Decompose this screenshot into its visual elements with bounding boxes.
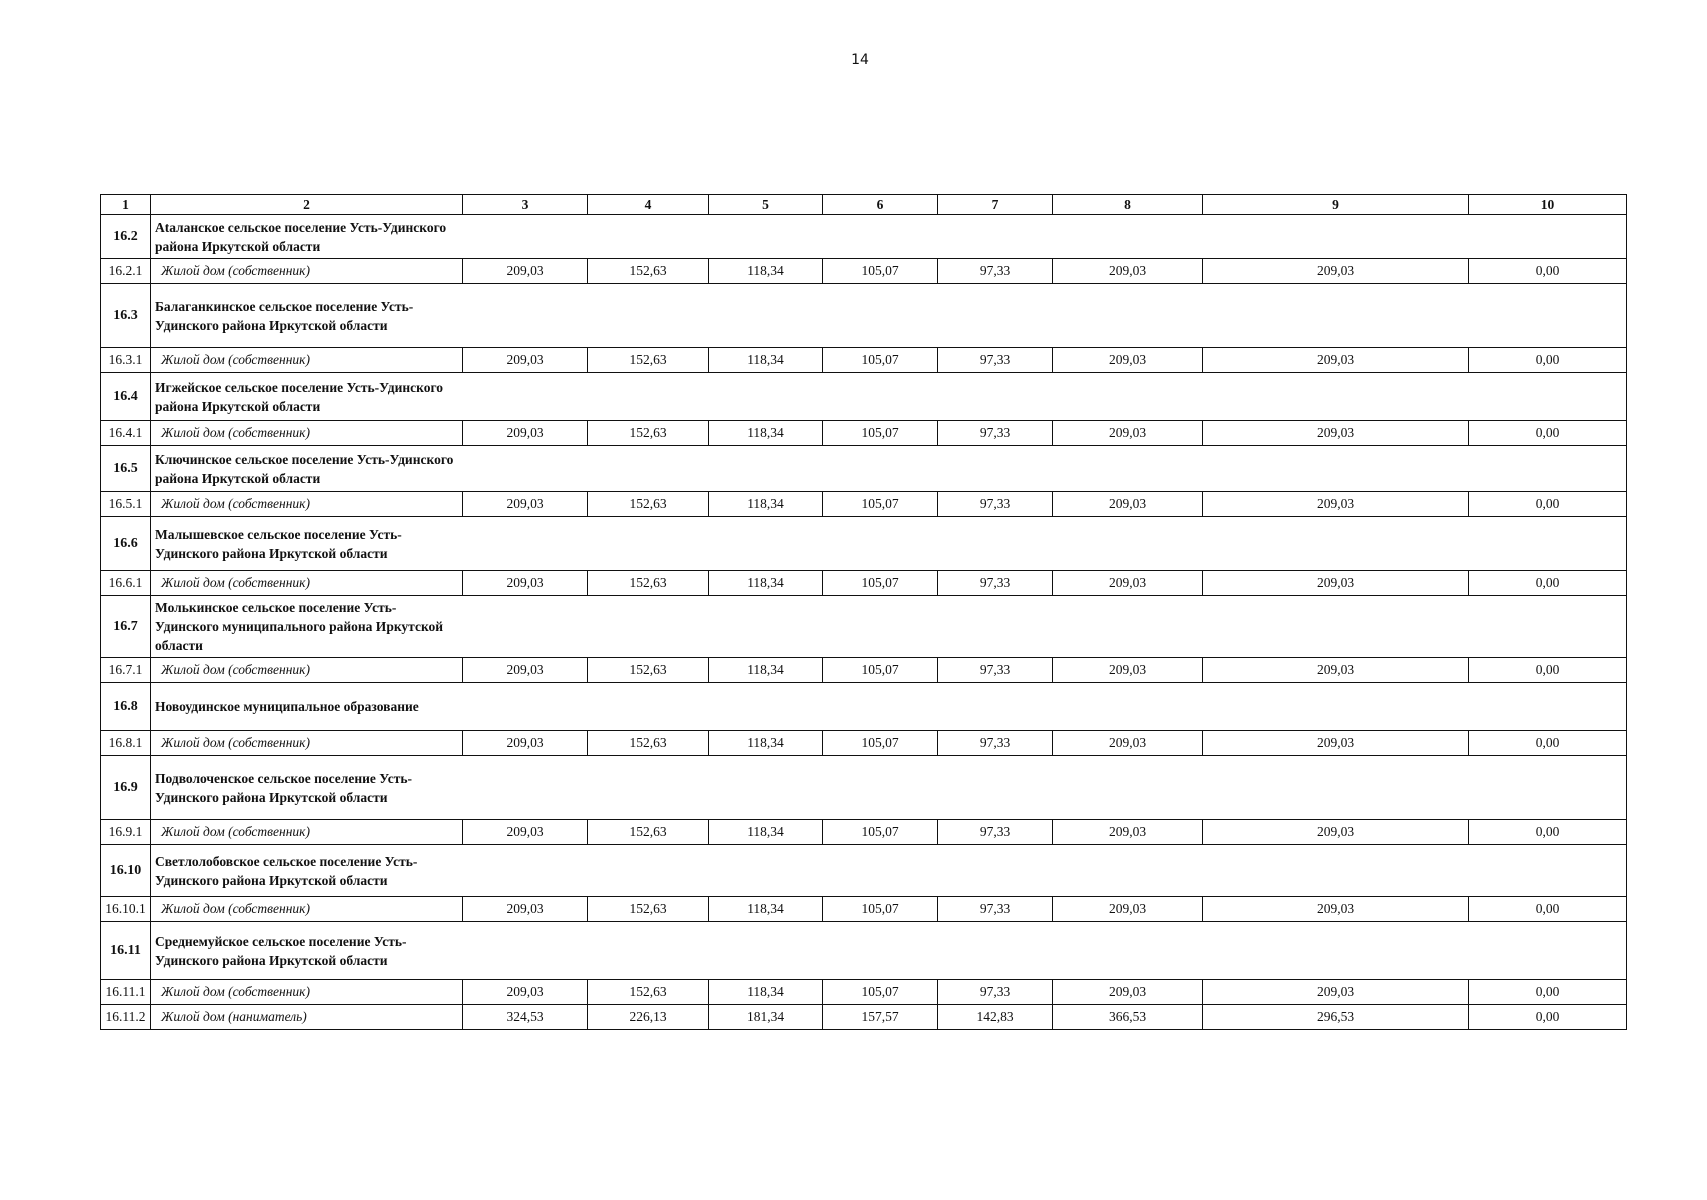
section-code: 16.4: [101, 373, 151, 421]
row-name: Жилой дом (собственник): [151, 731, 463, 756]
value-cell: 181,34: [709, 1005, 823, 1030]
value-cell: 209,03: [463, 259, 588, 284]
tariff-table-body: [101, 195, 1627, 1030]
row-code: 16.11.2: [101, 1005, 151, 1030]
value-cell: 0,00: [1469, 1005, 1627, 1030]
value-cell: 142,83: [938, 1005, 1053, 1030]
section-code: 16.7: [101, 596, 151, 658]
section-row: [101, 373, 1627, 421]
section-name-cell: [151, 683, 1627, 731]
value-cell: 152,63: [588, 348, 709, 373]
value-cell: 209,03: [463, 348, 588, 373]
value-cell: 209,03: [463, 658, 588, 683]
section-row: [101, 845, 1627, 897]
table-row: [101, 897, 1627, 922]
column-number-header: 9: [1203, 195, 1469, 215]
value-cell: 152,63: [588, 731, 709, 756]
value-cell: 209,03: [1203, 820, 1469, 845]
section-name-cell: [151, 845, 1627, 897]
table-row: [101, 348, 1627, 373]
section-row: [101, 683, 1627, 731]
column-number-header: 7: [938, 195, 1053, 215]
value-cell: 0,00: [1469, 259, 1627, 284]
row-code: 16.2.1: [101, 259, 151, 284]
section-code: 16.3: [101, 284, 151, 348]
column-number-header: 10: [1469, 195, 1627, 215]
value-cell: 105,07: [823, 658, 938, 683]
page-number: 14: [851, 52, 869, 68]
table-row: [101, 421, 1627, 446]
column-number-header: 2: [151, 195, 463, 215]
value-cell: 209,03: [463, 897, 588, 922]
value-cell: 0,00: [1469, 421, 1627, 446]
section-name-cell: [151, 922, 1627, 980]
value-cell: 209,03: [1053, 897, 1203, 922]
section-name-cell: [151, 446, 1627, 492]
value-cell: 152,63: [588, 658, 709, 683]
row-code: 16.9.1: [101, 820, 151, 845]
value-cell: 97,33: [938, 259, 1053, 284]
value-cell: 97,33: [938, 731, 1053, 756]
value-cell: 209,03: [1203, 658, 1469, 683]
value-cell: 97,33: [938, 820, 1053, 845]
value-cell: 0,00: [1469, 348, 1627, 373]
value-cell: 209,03: [463, 980, 588, 1005]
row-name: Жилой дом (собственник): [151, 259, 463, 284]
row-name: Жилой дом (собственник): [151, 571, 463, 596]
row-name: Жилой дом (собственник): [151, 658, 463, 683]
section-name: Игжейское сельское поселение Усть-Удинского района Иркутской области: [155, 379, 444, 414]
value-cell: 0,00: [1469, 731, 1627, 756]
section-code: 16.8: [101, 683, 151, 731]
row-name: Жилой дом (собственник): [151, 980, 463, 1005]
value-cell: 209,03: [1053, 980, 1203, 1005]
value-cell: 324,53: [463, 1005, 588, 1030]
value-cell: 209,03: [1203, 259, 1469, 284]
table-row: [101, 259, 1627, 284]
value-cell: 105,07: [823, 897, 938, 922]
value-cell: 118,34: [709, 348, 823, 373]
section-row: [101, 517, 1627, 571]
value-cell: 152,63: [588, 492, 709, 517]
value-cell: 209,03: [1203, 492, 1469, 517]
table-row: [101, 571, 1627, 596]
value-cell: 157,57: [823, 1005, 938, 1030]
section-row: [101, 596, 1627, 658]
value-cell: 209,03: [1203, 348, 1469, 373]
value-cell: 118,34: [709, 980, 823, 1005]
section-name-cell: [151, 215, 1627, 259]
section-name-cell: [151, 596, 1627, 658]
section-name-cell: [151, 517, 1627, 571]
row-name: Жилой дом (собственник): [151, 897, 463, 922]
value-cell: 97,33: [938, 571, 1053, 596]
value-cell: 209,03: [463, 492, 588, 517]
value-cell: 97,33: [938, 492, 1053, 517]
value-cell: 366,53: [1053, 1005, 1203, 1030]
section-code: 16.9: [101, 756, 151, 820]
value-cell: 105,07: [823, 820, 938, 845]
value-cell: 152,63: [588, 421, 709, 446]
table-row: [101, 492, 1627, 517]
value-cell: 209,03: [463, 731, 588, 756]
row-code: 16.7.1: [101, 658, 151, 683]
section-code: 16.6: [101, 517, 151, 571]
section-code: 16.2: [101, 215, 151, 259]
value-cell: 209,03: [1203, 571, 1469, 596]
value-cell: 209,03: [463, 820, 588, 845]
table-row: [101, 980, 1627, 1005]
section-code: 16.11: [101, 922, 151, 980]
value-cell: 209,03: [1053, 348, 1203, 373]
value-cell: 118,34: [709, 897, 823, 922]
row-code: 16.4.1: [101, 421, 151, 446]
value-cell: 105,07: [823, 259, 938, 284]
value-cell: 118,34: [709, 658, 823, 683]
section-row: [101, 215, 1627, 259]
table-row: [101, 731, 1627, 756]
value-cell: 118,34: [709, 259, 823, 284]
value-cell: 105,07: [823, 731, 938, 756]
row-code: 16.10.1: [101, 897, 151, 922]
table-row: [101, 820, 1627, 845]
row-name: Жилой дом (собственник): [151, 421, 463, 446]
value-cell: 0,00: [1469, 897, 1627, 922]
section-row: [101, 922, 1627, 980]
value-cell: 209,03: [1053, 492, 1203, 517]
section-row: [101, 756, 1627, 820]
row-name: Жилой дом (наниматель): [151, 1005, 463, 1030]
value-cell: 152,63: [588, 820, 709, 845]
value-cell: 97,33: [938, 348, 1053, 373]
value-cell: 209,03: [1053, 259, 1203, 284]
section-name: Подволоченское сельское поселение Усть-Удинского района Иркутской области: [155, 770, 412, 805]
value-cell: 152,63: [588, 571, 709, 596]
column-number-header: 4: [588, 195, 709, 215]
value-cell: 226,13: [588, 1005, 709, 1030]
value-cell: 105,07: [823, 980, 938, 1005]
value-cell: 209,03: [1053, 731, 1203, 756]
value-cell: 105,07: [823, 421, 938, 446]
value-cell: 97,33: [938, 658, 1053, 683]
value-cell: 209,03: [1053, 421, 1203, 446]
value-cell: 105,07: [823, 348, 938, 373]
value-cell: 152,63: [588, 259, 709, 284]
value-cell: 0,00: [1469, 658, 1627, 683]
section-row: [101, 284, 1627, 348]
value-cell: 209,03: [1203, 731, 1469, 756]
section-code: 16.5: [101, 446, 151, 492]
column-number-header: 3: [463, 195, 588, 215]
value-cell: 209,03: [1053, 571, 1203, 596]
row-code: 16.3.1: [101, 348, 151, 373]
column-number-header-row: [101, 195, 1627, 215]
row-code: 16.5.1: [101, 492, 151, 517]
value-cell: 296,53: [1203, 1005, 1469, 1030]
value-cell: 152,63: [588, 980, 709, 1005]
value-cell: 0,00: [1469, 980, 1627, 1005]
section-name: Молькинское сельское поселение Усть-Удинского муниципального района Иркутской области: [155, 600, 444, 653]
section-name-cell: [151, 284, 1627, 348]
section-name-cell: [151, 373, 1627, 421]
value-cell: 97,33: [938, 421, 1053, 446]
section-name: Ключинское сельское поселение Усть-Удинского района Иркутской области: [155, 451, 454, 486]
value-cell: 105,07: [823, 571, 938, 596]
value-cell: 209,03: [1053, 658, 1203, 683]
value-cell: 209,03: [1203, 897, 1469, 922]
section-name: Светлолобовское сельское поселение Усть-Удинского района Иркутской области: [155, 853, 418, 888]
value-cell: 118,34: [709, 421, 823, 446]
value-cell: 152,63: [588, 897, 709, 922]
section-name: Ataланское сельское поселение Усть-Удинского района Иркутской области: [155, 219, 447, 254]
value-cell: 97,33: [938, 980, 1053, 1005]
value-cell: 118,34: [709, 492, 823, 517]
value-cell: 0,00: [1469, 820, 1627, 845]
row-name: Жилой дом (собственник): [151, 348, 463, 373]
value-cell: 0,00: [1469, 571, 1627, 596]
value-cell: 209,03: [1053, 820, 1203, 845]
value-cell: 0,00: [1469, 492, 1627, 517]
section-name: Новоудинское муниципальное образование: [155, 699, 419, 714]
column-number-header: 8: [1053, 195, 1203, 215]
section-name: Малышевское сельское поселение Усть-Удинского района Иркутской области: [155, 526, 402, 561]
value-cell: 209,03: [1203, 980, 1469, 1005]
value-cell: 118,34: [709, 731, 823, 756]
row-code: 16.8.1: [101, 731, 151, 756]
section-name: Балаганкинское сельское поселение Усть-Удинского района Иркутской области: [155, 298, 414, 333]
value-cell: 209,03: [463, 421, 588, 446]
row-code: 16.6.1: [101, 571, 151, 596]
section-row: [101, 446, 1627, 492]
value-cell: 118,34: [709, 820, 823, 845]
row-name: Жилой дом (собственник): [151, 492, 463, 517]
value-cell: 118,34: [709, 571, 823, 596]
value-cell: 209,03: [463, 571, 588, 596]
section-name: Среднемуйское сельское поселение Усть-Удинского района Иркутской области: [155, 933, 407, 968]
row-code: 16.11.1: [101, 980, 151, 1005]
row-name: Жилой дом (собственник): [151, 820, 463, 845]
value-cell: 209,03: [1203, 421, 1469, 446]
column-number-header: 1: [101, 195, 151, 215]
tariff-table: [100, 194, 1627, 1030]
section-code: 16.10: [101, 845, 151, 897]
column-number-header: 5: [709, 195, 823, 215]
section-name-cell: [151, 756, 1627, 820]
value-cell: 105,07: [823, 492, 938, 517]
table-row: [101, 658, 1627, 683]
column-number-header: 6: [823, 195, 938, 215]
table-row: [101, 1005, 1627, 1030]
value-cell: 97,33: [938, 897, 1053, 922]
